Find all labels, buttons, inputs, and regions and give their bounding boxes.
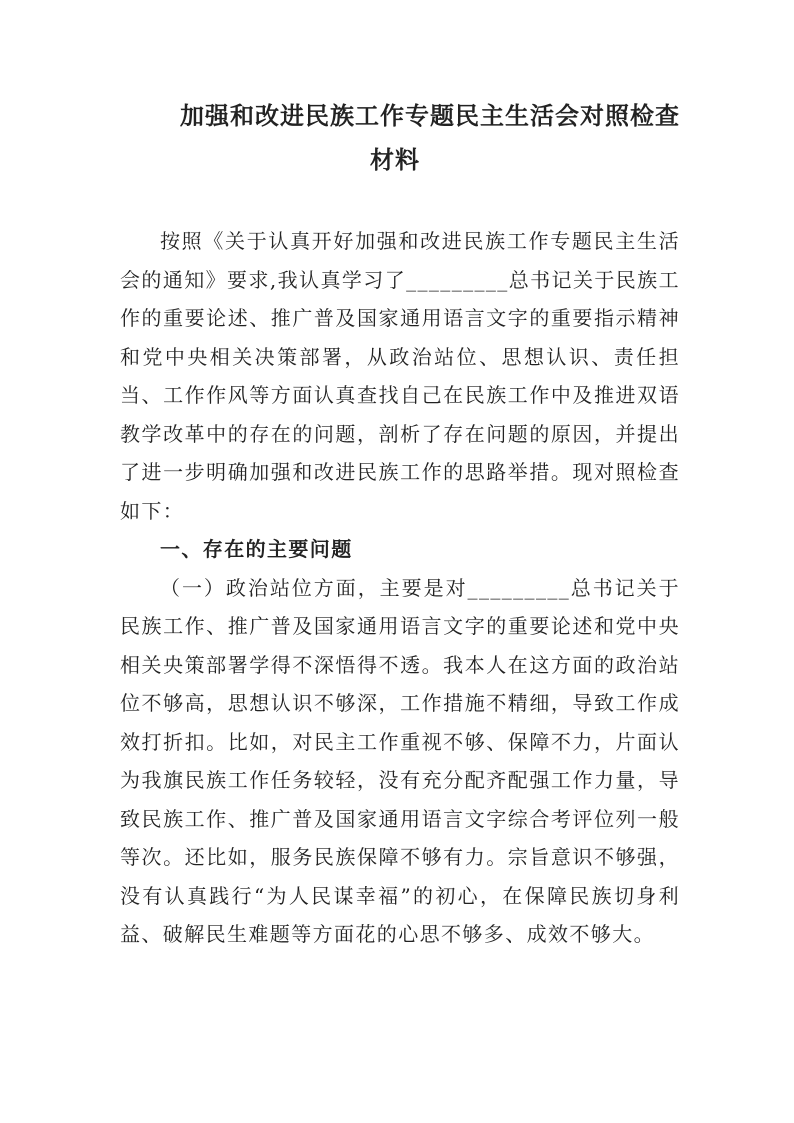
document-body — [120, 222, 680, 954]
document-title-line2: 材料 — [370, 145, 420, 174]
document-title-line1: 加强和改进民族工作专题民主生活会对照检查 — [180, 101, 680, 130]
section-paragraph: （一）政治站位方面，主要是对_________总书记关于民族工作、推广普及国家通用语言文字的重要论述和党中央相关央策部署学得不深悟得不透。我本人在这方面的政治站位不够高，思想认识不够深，工作措施不精细，导致工作成效打折扣。比如，对民主工作重视不够、保障不力，片面认为我旗民族工作任务较轻，没有充分配齐配强工作力量，导致民族工作、推广普及国家通用语言文字综合考评位列一般等次。还比如，服务民族保障不够有力。宗旨意识不够强，没有认真践行“为人民谋幸福”的初心，在保障民族切身利益、破解民生难题等方面花的心思不够多、成效不够大。 — [120, 575, 680, 946]
section-heading: 一、存在的主要问题 — [160, 537, 353, 561]
intro-paragraph: 按照《关于认真开好加强和改进民族工作专题民主生活会的通知》要求,我认真学习了_________总书记关于民族工作的重要论述、推广普及国家通用语言文字的重要指示精神和党中央相关决策部署，从政治站位、思想认识、责任担当、工作作风等方面认真查找自己在民族工作中及推进双语教学改革中的存在的问题，剖析了存在问题的原因，并提出了进一步明确加强和改进民族工作的思路举措。现对照检查如下： — [120, 229, 680, 523]
